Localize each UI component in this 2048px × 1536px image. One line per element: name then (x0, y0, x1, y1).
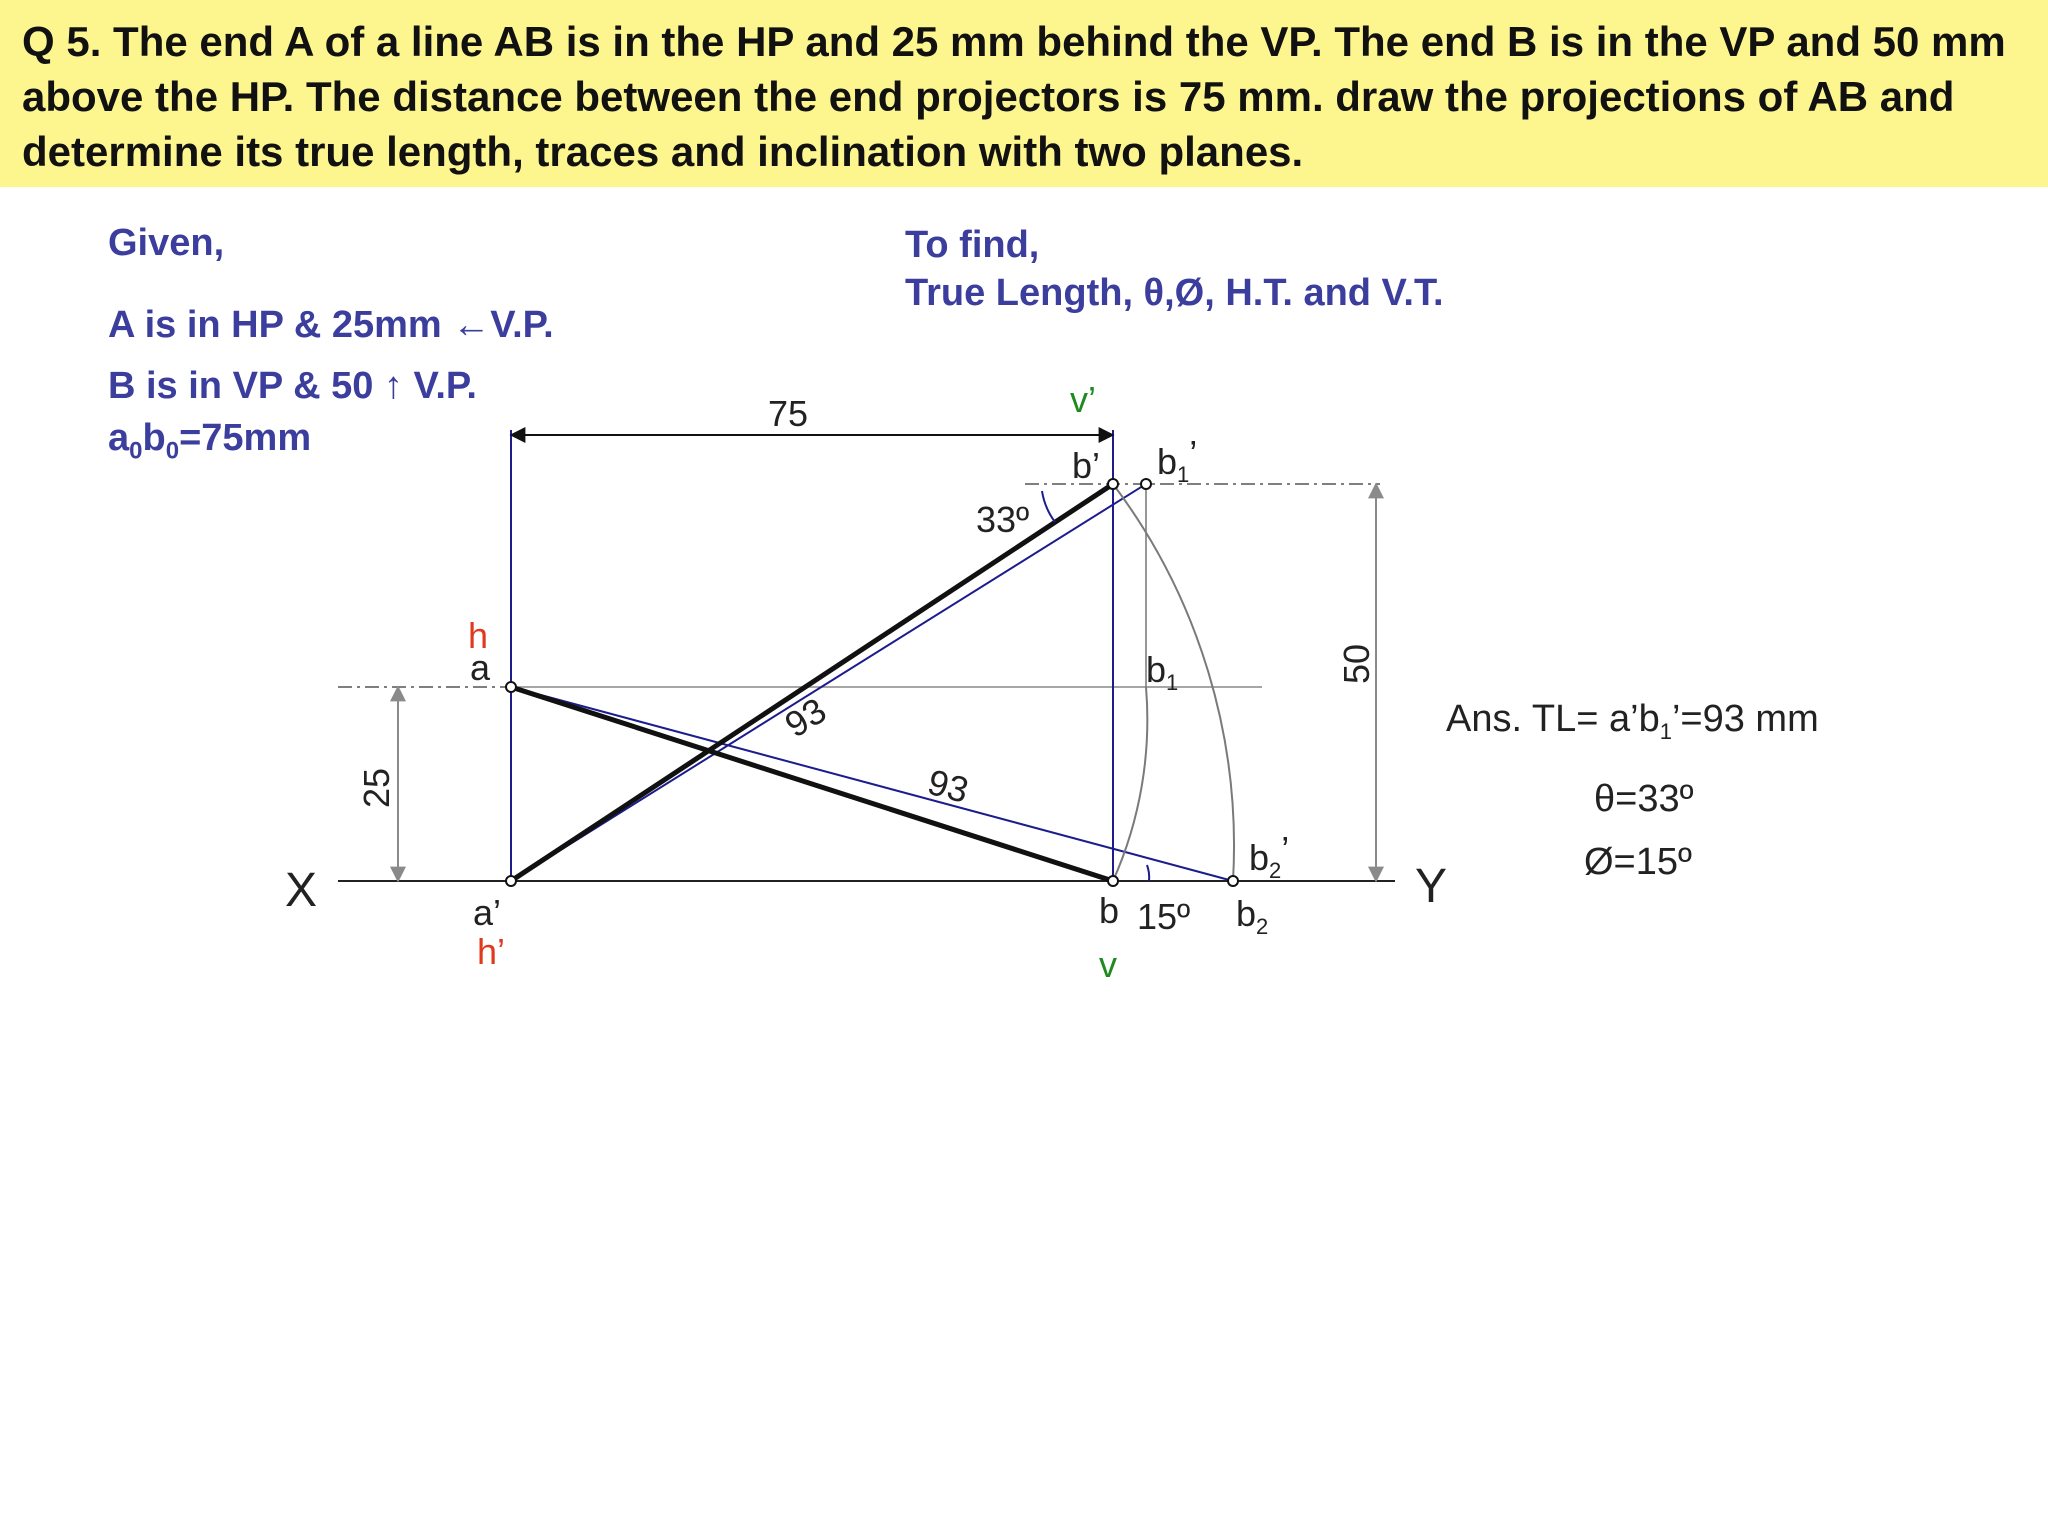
dimension-label-50: 50 (1336, 643, 1377, 685)
answer-true-length (1446, 698, 1819, 744)
label-b2-prime-letter: b (1249, 837, 1270, 878)
question-text: Q 5. The end A of a line AB is in the HP and 25 mm behind the VP. The end B is in the VP and 50 mm above the HP. The distance between the end projectors is 75 mm. draw the projections of AB and determine its true length, traces and inclination with two planes. (22, 18, 2006, 175)
point-a (506, 682, 516, 692)
label-b2-prime (1249, 829, 1289, 883)
answer-theta: θ=33º (1594, 778, 1694, 820)
given-line-2: B is in VP & 50 ↑ V.P. (108, 365, 477, 407)
label-v: v (1099, 944, 1117, 985)
label-h: h (468, 615, 489, 656)
dimension-label-25: 25 (356, 767, 397, 809)
label-b1 (1146, 649, 1178, 695)
front-view-a-prime-b-prime (511, 484, 1113, 881)
axis-label-x: X (285, 864, 318, 917)
label-b1-prime-tick: ’ (1189, 433, 1198, 474)
label-b2 (1236, 893, 1268, 939)
given-line-1: A is in HP & 25mm ←V.P. (108, 304, 554, 346)
label-b-prime: b’ (1072, 445, 1101, 486)
label-b: b (1099, 890, 1120, 931)
point-b-prime (1108, 479, 1118, 489)
given-heading: Given, (108, 222, 225, 264)
angle-label-phi: 15º (1137, 896, 1191, 937)
true-length-label-front: 93 (777, 689, 834, 746)
angle-label-theta: 33º (976, 499, 1030, 540)
label-b2-letter: b (1236, 893, 1257, 934)
given-line-3-a: a (108, 417, 130, 459)
label-b1-prime (1157, 433, 1197, 487)
point-b2 (1228, 876, 1238, 886)
label-b1-prime-letter: b (1157, 441, 1178, 482)
label-b2-sub: 2 (1256, 914, 1269, 939)
to-find-items: True Length, θ,Ø, H.T. and V.T. (905, 272, 1444, 314)
label-b1-prime-sub: 1 (1177, 462, 1190, 487)
label-a: a (470, 647, 491, 688)
answer-tl-suffix: ’=93 mm (1671, 698, 1819, 740)
answer-tl-prefix: Ans. TL= a’b (1446, 698, 1660, 740)
point-b1-prime (1141, 479, 1151, 489)
given-line-3-sub2: 0 (165, 437, 180, 465)
angle-arc-phi (1147, 865, 1149, 881)
axis-label-y: Y (1415, 860, 1448, 913)
answer-phi: Ø=15º (1584, 841, 1692, 883)
label-b2-prime-tick: ’ (1281, 829, 1290, 870)
front-view-true-length (511, 484, 1146, 881)
angle-arc-theta (1042, 491, 1055, 522)
label-a-prime: a’ (473, 892, 502, 933)
to-find-heading: To find, (905, 224, 1040, 266)
dimension-label-75: 75 (768, 393, 809, 434)
true-length-label-top: 93 (923, 760, 973, 811)
label-b2-prime-sub: 2 (1269, 858, 1282, 883)
label-h-prime: h’ (477, 931, 506, 972)
given-line-3-rest: =75mm (179, 417, 312, 459)
label-b1-sub: 1 (1166, 670, 1179, 695)
given-line-3-sub1: 0 (129, 437, 143, 465)
answer-tl-sub: 1 (1659, 719, 1672, 744)
given-line-3-b: b (142, 417, 166, 459)
label-v-prime: v’ (1070, 379, 1096, 420)
point-a-prime (506, 876, 516, 886)
label-b1-letter: b (1146, 649, 1167, 690)
point-b (1108, 876, 1118, 886)
arc-b1-to-b (1113, 687, 1147, 881)
